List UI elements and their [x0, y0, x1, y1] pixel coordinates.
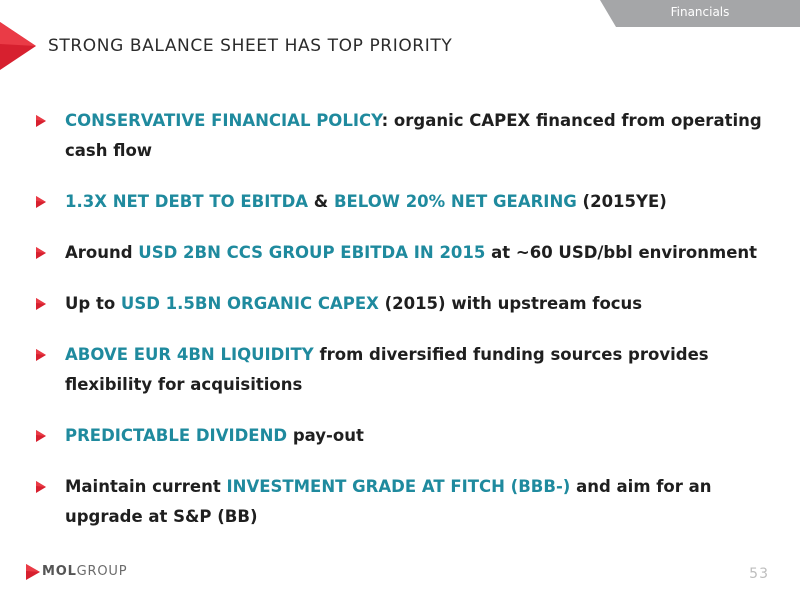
triangle-bullet-icon — [36, 196, 46, 208]
bullet-text: from diversified funding sources provides flexibility for acquisitions — [65, 345, 709, 394]
highlight-text: USD 1.5BN ORGANIC CAPEX — [120, 294, 379, 313]
page-number: 53 — [749, 566, 769, 582]
highlight-text: 1.3X NET DEBT TO EBITDA — [65, 192, 309, 211]
bullet-text: (2015) with upstream focus — [378, 294, 643, 313]
bullet-item — [34, 421, 774, 451]
mol-logo-icon — [26, 564, 40, 580]
bullet-text: Around — [65, 243, 139, 262]
page-title: STRONG BALANCE SHEET HAS TOP PRIORITY — [48, 36, 453, 56]
bullet-text: and aim for an upgrade at S&P (BB) — [65, 477, 712, 526]
bullet-list — [34, 106, 774, 532]
triangle-bullet-icon — [36, 481, 46, 493]
company-logo-text — [42, 564, 127, 579]
triangle-bullet-icon — [36, 247, 46, 259]
bullet-text: pay-out — [287, 426, 364, 445]
bullet-item — [34, 472, 774, 532]
triangle-bullet-icon — [36, 298, 46, 310]
triangle-bullet-icon — [36, 430, 46, 442]
triangle-bullet-icon — [36, 349, 46, 361]
highlight-text: ABOVE EUR 4BN LIQUIDITY — [65, 345, 314, 364]
bullet-text: & — [308, 192, 334, 211]
logo-group-text: GROUP — [76, 564, 128, 579]
bullet-item — [34, 238, 774, 268]
bullet-text: : organic CAPEX financed from operating cash flow — [65, 111, 762, 160]
highlight-text: CONSERVATIVE FINANCIAL POLICY — [65, 111, 382, 130]
bullet-text: Up to — [65, 294, 121, 313]
highlight-text: USD 2BN CCS GROUP EBITDA IN 2015 — [138, 243, 486, 262]
bullet-text: (2015YE) — [576, 192, 667, 211]
highlight-text: BELOW 20% NET GEARING — [333, 192, 577, 211]
bullet-item — [34, 289, 774, 319]
red-chevron-icon — [0, 22, 38, 70]
logo-mol-text: MOL — [42, 564, 77, 579]
bullet-item — [34, 340, 774, 400]
highlight-text: PREDICTABLE DIVIDEND — [65, 426, 288, 445]
bullet-text: Maintain current — [65, 477, 227, 496]
bullet-item — [34, 106, 774, 166]
bullet-text: at ~60 USD/bbl environment — [485, 243, 758, 262]
section-tab-label: Financials — [670, 5, 730, 19]
bullet-item — [34, 187, 774, 217]
triangle-bullet-icon — [36, 115, 46, 127]
highlight-text: INVESTMENT GRADE AT FITCH (BBB-) — [226, 477, 571, 496]
